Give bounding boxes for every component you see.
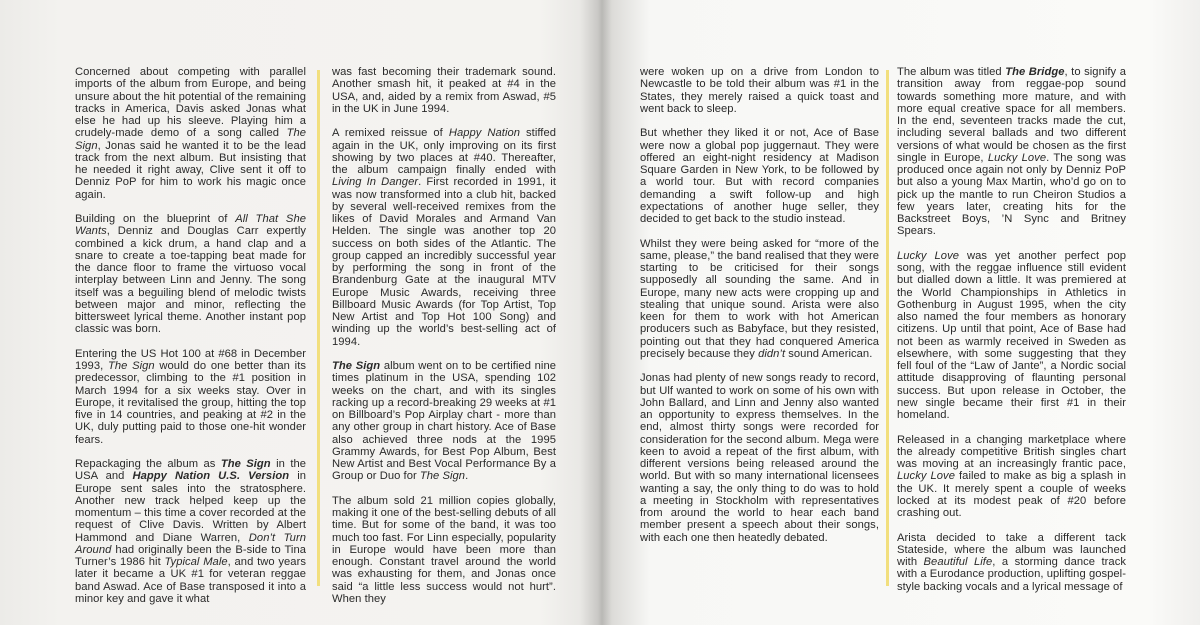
accent-divider-right	[886, 70, 889, 586]
paragraph	[640, 66, 879, 115]
italic-title-text: Beautiful Life	[923, 556, 993, 568]
paragraph	[640, 238, 879, 361]
body-text: was yet another perfect pop song, with the reggae influence still evident but dialled down a little. It was premiered at the World Championships in Athletics in Gothenburg in August 1995, when the city also named the four members as honorary citizens. Up until that point, Ace of Base had not been as warmly received in Sweden as elsewhere, with some suggesting that they fell foul of the “Law of Jante”, a Nordic social attitude disapproving of flaunting personal success. But upon release in October, the new single became their first #1 in their homeland.	[897, 249, 1126, 421]
body-text: Jonas had plenty of new songs ready to record, but Ulf wanted to work on some of his own with John Ballard, and Linn and Jenny also wanted an opportunity to express themselves. In the end, almost thirty songs were recorded for consideration for the second album. Mega were keen to avoid a repeat of the first album, with different versions being released around the world. But with so many international licensees wanting a say, the only thing to do was to hold a meeting in Stockholm with representatives from around the world to hear each band member present a speech about their songs, with each one then heatedly debated.	[640, 372, 879, 544]
italic-title-text: The Sign	[75, 127, 306, 152]
paragraph	[75, 348, 306, 446]
body-text: Arista decided to take a different tack Stateside, where the album was launched with	[897, 531, 1126, 568]
body-text: The album was titled	[897, 66, 1006, 78]
paragraph	[332, 66, 556, 115]
italic-title-text: Lucky Love	[897, 249, 959, 262]
bold-title-text: The Bridge	[1005, 66, 1065, 78]
italic-title-text: Lucky Love	[897, 470, 955, 483]
body-text: , and two years later it became a UK #1 for veteran reggae band Aswad. Ace of Base transposed it into a minor key and gave it what	[75, 556, 306, 605]
body-text: album went on to be certified nine times platinum in the USA, spending 102 weeks on the chart, and with its singles racking up a record-breaking 29 weeks at #1 on Billboard’s Pop Airplay chart - more than any other group in chart history. Ace of Base also achieved three nods at the 1995 Grammy Awards, for Best Pop Album, Best New Artist and Best Vocal Performance By a Group or Duo for	[332, 360, 557, 483]
text-column-4	[897, 66, 1126, 605]
body-text: Building on the blueprint of	[75, 213, 236, 225]
body-text: A remixed reissue of	[332, 127, 449, 140]
paragraph	[332, 127, 556, 348]
italic-title-text: didn’t	[758, 347, 786, 360]
body-text: But whether they liked it or not, Ace of Base were now a global pop juggernaut. They were offered an eight-night residency at Madison Square Garden in New York, to be followed by a world tour. But with record companies demanding a swift follow-up and high expectations of another huge seller, they decided to get back to the studio instead.	[640, 127, 879, 225]
body-text: . The song was produced once again not only by Denniz PoP but also a young Max Martin, who’d go on to pick up the mantle to run Cheiron Studios a few years later, creating hits for the Backstreet Boys, ’N Sync and Britney Spears.	[897, 151, 1126, 238]
bold-title-text: The Sign	[220, 458, 271, 470]
body-text: stiffed again in the UK, only improving on its first showing by two places at #40. Thereafter, the album campaign finally ended with	[332, 127, 557, 176]
text-column-3	[640, 66, 879, 556]
paragraph	[332, 495, 556, 605]
body-text: had originally been the B-side to Tina Turner’s 1986 hit	[75, 543, 306, 568]
body-text: Repackaging the album as	[75, 458, 221, 470]
body-text: The album sold 21 million copies globally, making it one of the best-selling debuts of all time. But for some of the band, it was too much too fast. For Linn especially, popularity in Europe would have been more than enough. Constant travel around the world was exhausting for them, and Jonas once said “a little less success would not hurt”. When they	[332, 494, 556, 605]
body-text: Entering the US Hot 100 at #68 in December 1993,	[75, 347, 306, 372]
body-text: was fast becoming their trademark sound. Another smash hit, it peaked at #4 in the USA, and, aided by a remix from Aswad, #5 in the UK in June 1994.	[332, 66, 556, 115]
italic-title-text: Living In Danger	[332, 176, 419, 189]
paragraph	[75, 213, 306, 336]
paragraph	[75, 458, 306, 605]
bold-title-text: Happy Nation U.S. Version	[132, 470, 290, 483]
italic-title-text: Happy Nation	[448, 127, 521, 140]
italic-title-text: The Sign	[419, 470, 466, 483]
text-column-1	[75, 66, 306, 617]
italic-title-text: Don’t Turn Around	[75, 531, 306, 556]
paragraph	[640, 127, 879, 225]
body-text: Whilst they were being asked for “more of the same, please,” the band realised that they were starting to be criticised for their songs supposedly all sounding the same. And in Europe, many new acts were cropping up and stealing that unique sound. Arista were also keen for them to work with hot American producers such as Babyface, but they resisted, pointing out that they had conquered America precisely because they	[640, 237, 879, 360]
paragraph	[897, 434, 1126, 520]
bold-title-text: The Sign	[332, 360, 381, 372]
paragraph	[640, 372, 879, 544]
body-text: sound American.	[785, 347, 873, 360]
paragraph	[332, 360, 556, 483]
paragraph	[897, 250, 1126, 422]
body-text: failed to make as big a splash in the UK. It merely spent a couple of weeks locked at its modest peak of #20 before crashing out.	[897, 470, 1127, 519]
paragraph	[75, 66, 306, 201]
body-text: were woken up on a drive from London to Newcastle to be told their album was #1 in the States, they merely raised a quick toast and went back to sleep.	[640, 66, 879, 115]
paragraph	[897, 532, 1126, 593]
body-text: in Europe sent sales into the stratosphere. Another new track helped keep up the momentum – this time a cover recorded at the request of Clive Davis. Written by Albert Hammond and Diane Warren,	[75, 470, 307, 544]
body-text: , Jonas said he wanted it to be the lead track from the next album. But insisting that he needed it right away, Clive sent it off to Denniz PoP for him to work his magic once again.	[75, 139, 306, 201]
italic-title-text: Typical Male	[164, 556, 228, 568]
body-text: , Denniz and Douglas Carr expertly combined a kick drum, a hand clap and a snare to create a toe-tapping beat made for the dance floor to frame the virtuoso vocal interplay between Linn and Jenny. The song itself was a beguiling blend of melodic twists between major and minor, reflecting the bittersweet lyrical theme. Another instant pop classic was born.	[75, 225, 306, 336]
body-text: in the USA and	[75, 458, 307, 483]
body-text: . First recorded in 1991, it was now transformed into a club hit, backed by several well-received remixes from the likes of David Morales and Armand Van Helden. The single was another top 20 success on both sides of the Atlantic. The group capped an incredibly successful year by performing the song in front of the Brandenburg Gate at the inaugural MTV Europe Music Awards, receiving three Billboard Music Awards (for Top Artist, Top New Artist and Top Hot 100 Song) and winding up the world’s best-selling act of 1994.	[332, 176, 556, 348]
body-text: Released in a changing marketplace where the already competitive British singles chart was moving at an increasingly frantic pace,	[897, 433, 1126, 470]
body-text: , a storming dance track with a Eurodance production, uplifting gospel-style backing vocals and a lyrical message of	[897, 556, 1126, 593]
body-text: would do one better than its predecessor, climbing to the #1 position in March 1994 for a six weeks stay. Over in Europe, it revitalised the group, hitting the top five in 14 countries, and peaking at #2 in the UK, duly putting paid to those one-hit wonder fears.	[75, 360, 306, 446]
body-text: , to signify a transition away from reggae-pop sound towards something more mature, and with more equal creative space for all members. In the end, seventeen tracks made the cut, including several ballads and two different versions of what would be chosen as the first single in Europe,	[897, 66, 1126, 164]
paragraph	[897, 66, 1126, 238]
body-text: Concerned about competing with parallel imports of the album from Europe, and being unsure about the hit potential of the remaining tracks in America, Davis asked Jonas what else he had up his sleeve. Playing him a crudely-made demo of a song called	[75, 66, 306, 140]
text-column-2	[332, 66, 556, 617]
italic-title-text: The Sign	[107, 360, 155, 372]
italic-title-text: Lucky Love	[987, 151, 1047, 164]
italic-title-text: All That She Wants	[75, 213, 306, 238]
body-text: .	[465, 470, 469, 483]
accent-divider-left	[317, 70, 320, 586]
